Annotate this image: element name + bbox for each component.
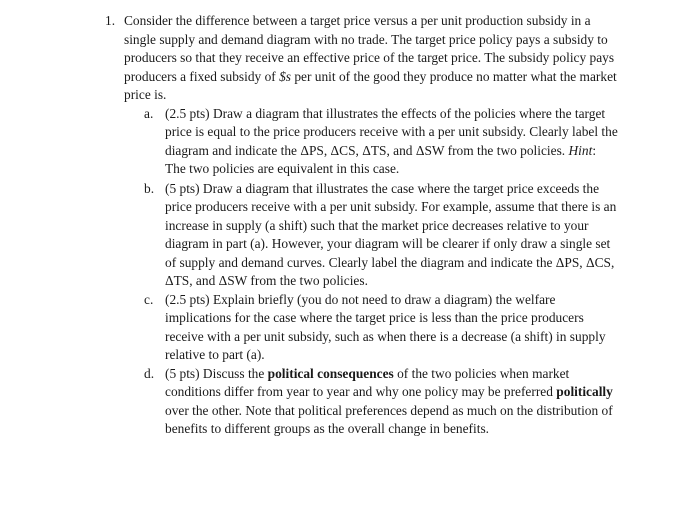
part-a	[124, 105, 618, 179]
part-d-text-1: (5 pts) Discuss the	[165, 365, 268, 381]
part-b-text: (5 pts) Draw a diagram that illustrates the case where the target price exceeds the price producers receive with a per unit subsidy. For example, assume that there is an increase in supply (a shift) such that the market price decreases relative to your diagram in part (a). However, your diagram will be clearer if only draw a single set of supply and demand curves. Clearly label the diagram and indicate the ΔPS, ΔCS, ΔTS, and ΔSW from the two policies.	[165, 180, 617, 288]
document-page	[0, 12, 700, 439]
part-b	[124, 180, 618, 291]
question-parts	[124, 105, 618, 439]
question-number: 1.	[105, 13, 116, 28]
part-a-text-2: : The two policies are equivalent in this case.	[165, 142, 597, 176]
part-d-text-3: over the other. Note that political preferences depend as much on the distribution of benefits to different groups as the overall change in benefits.	[165, 402, 613, 436]
part-c	[124, 291, 618, 365]
intro-text-1: Consider the difference between a target price versus a per unit production subsidy in a single supply and demand diagram with no trade. The target price policy pays a subsidy to producers so that they receive an effective price of the target price. The subsidy policy pays producers a fixed subsidy of	[124, 13, 615, 84]
part-c-text: (2.5 pts) Explain briefly (you do not need to draw a diagram) the welfare implications for the case where the target price is less than the price producers receive with a per unit subsidy, such as when there is a decrease (a shift) in supply relative to part (a).	[165, 291, 606, 362]
part-d-bold-1: political consequences	[267, 365, 394, 381]
part-c-letter: c.	[144, 291, 154, 307]
subsidy-symbol: $s	[279, 68, 291, 84]
part-d-text-2: of the two policies when market conditions differ from year to year and why one policy may be preferred	[165, 365, 570, 399]
question-1	[0, 12, 700, 439]
part-d-letter: d.	[144, 365, 155, 381]
question-intro	[124, 12, 618, 105]
part-d	[124, 365, 618, 439]
part-a-text-1: (2.5 pts) Draw a diagram that illustrates the effects of the policies where the target price is equal to the price producers receive with a per unit subsidy. Clearly label the diagram and indicate the ΔPS, ΔCS, ΔTS, and ΔSW from the two policies.	[165, 105, 618, 158]
part-a-hint-label: Hint	[568, 142, 593, 158]
part-a-letter: a.	[144, 105, 154, 121]
part-b-letter: b.	[144, 180, 155, 196]
intro-text-2: per unit of the good they produce no matter what the market price is.	[124, 68, 617, 102]
part-d-bold-2: politically	[556, 384, 613, 399]
